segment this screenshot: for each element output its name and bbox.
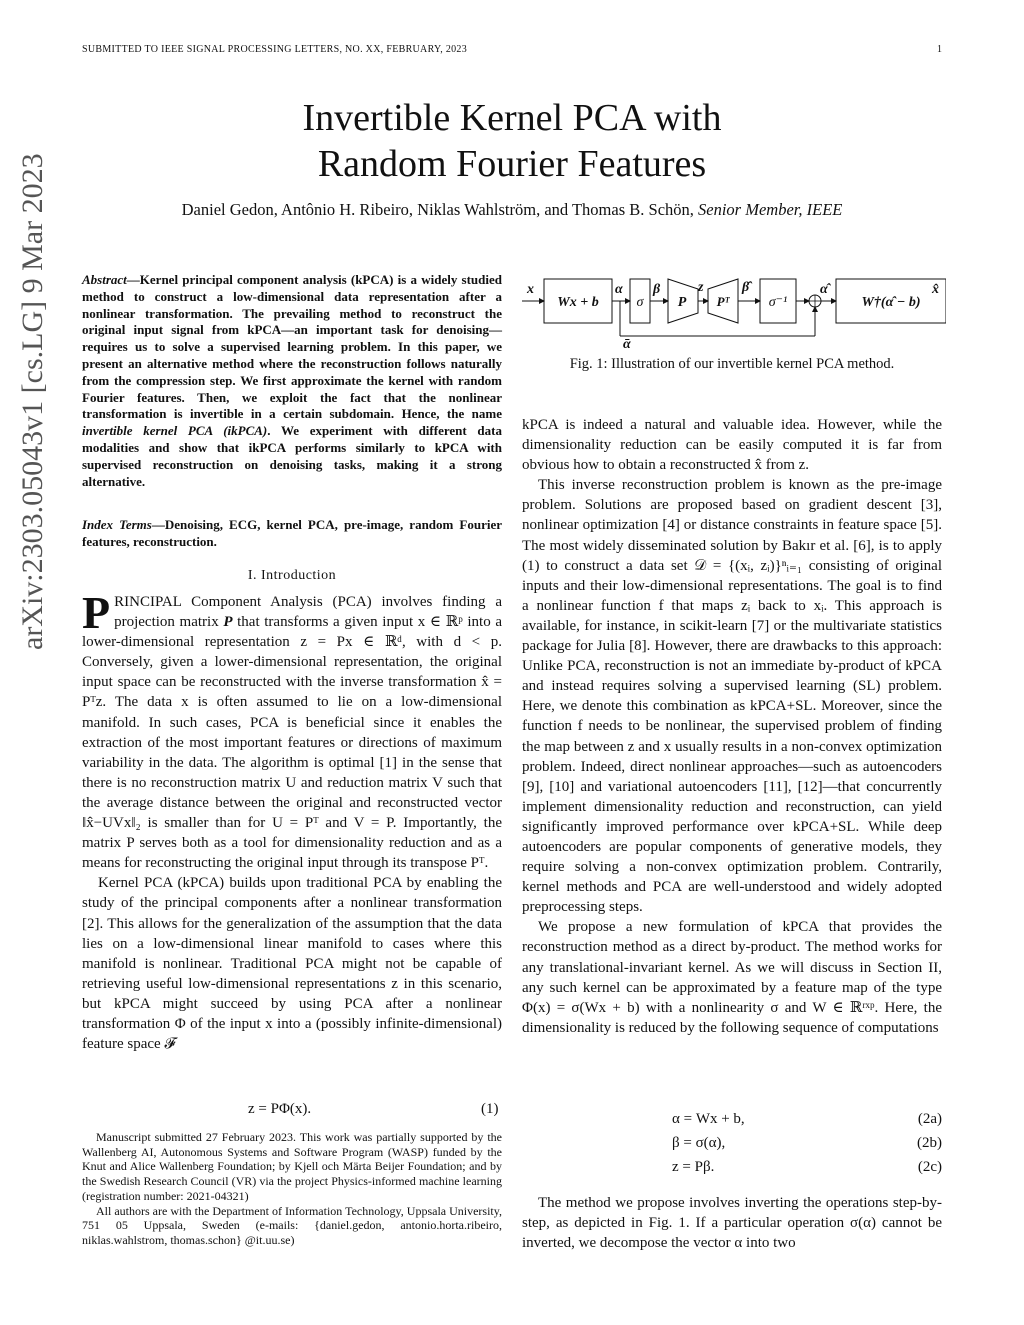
fig-label-sigma: σ [636,295,644,310]
fig-label-z: z [698,280,704,295]
equation-1: z = PΦ(x). [248,1101,312,1117]
fig-label-beta: β [653,282,661,297]
footnote-2: All authors are with the Department of Information Technology, Uppsala University, 751 05 Uppsala, Sweden (e-mails: {daniel.gedon, antonio.horta.ribeiro, niklas.wahlstrom, thomas.schon} @it.uu.se) [82,1203,502,1247]
right-paragraph-1: kPCA is indeed a natural and valuable idea. However, while the dimensionality reduction can be easily computed it is far from obvious how to obtain a reconstructed x̂ from z. [522,417,942,474]
figure-1-diagram [522,276,946,350]
footnote [82,1130,502,1248]
right-paragraph-2: This inverse reconstruction problem is known as the pre-image problem. Solutions are proposed based on gradient descent [3], nonlinear optimization [4] or distance constraints in feature space [5]. The most widely disseminated solution by Bakır et al. [6], is to apply (1) to construct a data set 𝒟 = {(xᵢ, zᵢ)}ⁿᵢ₌₁ consisting of original inputs and their low-dimensional representations. The goal is to find a nonlinear function f that maps zᵢ back to xᵢ. This approach is available, for instance, in scikit-learn [7] or the multivariate statistics package for Julia [8]. However, there are drawbacks to this approach: Unlike PCA, reconstruction is not an immediate by-product of kPCA and instead requires solving a supervised learning (SL) problem. Here, we denote this combination as kPCA+SL. Moreover, since the function f needs to be nonlinear, the supervised problem of finding the map between z and x usually results in a non-convex optimization problem. Indeed, direct nonlinear approaches—such as autoencoders [9], [10] and variational autoencoders [11], [12]—that concurrently implement dimensionality reduction and reconstruction, can yield significantly improved performance over kPCA+SL. While deep autoencoders are popular components of generative models, they require solving a non-convex optimization problem. Contrarily, kernel methods and PCA are well-understood and widely adopted preprocessing steps. [522,477,942,916]
dropcap: P [82,587,111,638]
abstract-method-name: invertible kernel PCA (ikPCA) [82,423,268,439]
page-number: 1 [937,44,943,55]
left-column [82,587,502,1054]
running-header: SUBMITTED TO IEEE SIGNAL PROCESSING LETTERS, NO. XX, FEBRUARY, 2023 [82,44,468,55]
equation-1-number: (1) [481,1101,499,1117]
fig-label-wdag: W†(α̂ − b) [861,295,921,310]
fig-label-P: P [677,295,687,310]
footnote-1: Manuscript submitted 27 February 2023. This work was partially supported by the Wallenberg AI, Autonomous Systems and Software Program (WASP) funded by the Knut and Alice Wallenberg Foundation; by Kjell och Märta Beijer Foundation; and by the Swedish Research Council (VR) via the project Physics-informed machine learning (registration number: 2021-04321) [82,1130,502,1203]
equation-2a-number: (2a) [917,1111,942,1127]
abstract-text-2: . We experiment with different data modalities and show that ikPCA performs similarly to kPCA with supervised reconstruction on denoising tasks, making it a strong alternative. [82,423,502,489]
title-line-2: Random Fourier Features [317,143,707,185]
fig-label-x: x [527,282,534,297]
index-terms-text: —Denoising, ECG, kernel PCA, pre-image, random Fourier features, reconstruction. [82,517,502,549]
authors: Daniel Gedon, Antônio H. Ribeiro, Niklas Wahlström, and Thomas B. Schön, [181,200,694,219]
index-terms-label: Index Terms [82,517,152,532]
right-paragraph-3: We propose a new formulation of kPCA that provides the reconstruction method as a direct by-product. The method works for any translational-invariant kernel. As we will discuss in Section II, any such kernel can be approximated by a feature map of the type Φ(x) = σ(Wx + b) with a nonlinearity σ and W ∈ ℝʳˣᵖ. Here, the dimensionality is reduced by the following sequence of computations [522,919,942,1036]
fig-label-alphahat: α̂ [820,282,828,297]
abstract-text-1: —Kernel principal component analysis (kPCA) is a widely studied method to construct a low-dimensional data representation after a nonlinear transformation. The prevailing method to reconstruct the original input signal from kPCA—an important task for denoising—requires us to solve a supervised learning problem. In this paper, we present an alternative method where the reconstruction follows naturally from the compression step. We first approximate the kernel with random Fourier features. Then, we exploit the fact that the nonlinear transformation is invertible in a certain subdomain. Hence, the name [82,272,502,422]
paper-title [0,95,1024,187]
fig-label-wxb: Wx + b [557,295,599,310]
equation-2b: β = σ(α), [672,1135,726,1151]
fig-label-betahat: β̂ [742,280,750,295]
figure-1-caption: Fig. 1: Illustration of our invertible kernel PCA method. [569,356,895,372]
fig-label-alphabar: ᾱ [623,337,631,350]
authors-suffix: Senior Member, IEEE [698,200,843,219]
intro-paragraph-2: Kernel PCA (kPCA) builds upon traditional PCA by enabling the study of the principal components after a nonlinear transformation [2]. This allows for the generalization of the assumption that the data lies on a low-dimensional linear manifold to cases where this manifold is nonlinear. Traditional PCA might not be capable of retrieving useful low-dimensional representations z in this scenario, but kPCA might succeed by using PCA after a nonlinear transformation Φ of the input x into a (possibly infinite-dimensional) feature space 𝓕 [82,875,502,1053]
abstract-label: Abstract [82,272,127,287]
fig-label-siginv: σ⁻¹ [768,295,788,310]
abstract [82,272,502,490]
fig-label-xhat: x̂ [932,282,939,297]
right-paragraph-4: The method we propose involves inverting the operations step-by-step, as depicted in Fig. 1. If a particular operation σ(α) cannot be inverted, we decompose the vector α into two [522,1195,942,1252]
author-list [0,200,1024,220]
arxiv-stamp: arXiv:2303.05043v1 [cs.LG] 9 Mar 2023 [16,153,49,650]
index-terms [82,517,502,551]
fig-label-alpha: α [615,282,623,297]
fig-label-PT: Pᵀ [716,294,730,309]
equation-2a: α = Wx + b, [672,1111,745,1127]
figure-1 [522,276,946,350]
equation-2b-number: (2b) [917,1135,942,1151]
right-column [522,415,942,1038]
section-heading: I. Introduction [247,568,337,583]
equation-2c: z = Pβ. [672,1159,715,1175]
intro-paragraph-1: PRINCIPAL Component Analysis (PCA) involves finding a projection matrix P that transforms a given input x ∈ ℝᵖ into a lower-dimensional representation z = Px ∈ ℝᵈ, with d < p. Conversely, given a lower-dimensional representation, the original input space can be reconstructed with the inverse transformation x̂ = Pᵀz. The data x is often assumed to lie on a low-dimensional manifold. In such cases, PCA is beneficial since it enables the extraction of the most important features or directions of maximum variability in the data. The algorithm is optimal [1] in the sense that there is no reconstruction matrix U and reduction matrix V such that the average distance between the original and reconstructed vector ‖x̂−UVx‖₂ is smaller than for U = Pᵀ and V = P. Importantly, the matrix P serves both as a tool for dimensionality reduction and as a means for reconstructing the original input through its transpose Pᵀ. [82,587,502,872]
equation-2c-number: (2c) [917,1159,942,1175]
title-line-1: Invertible Kernel PCA with [302,97,722,139]
